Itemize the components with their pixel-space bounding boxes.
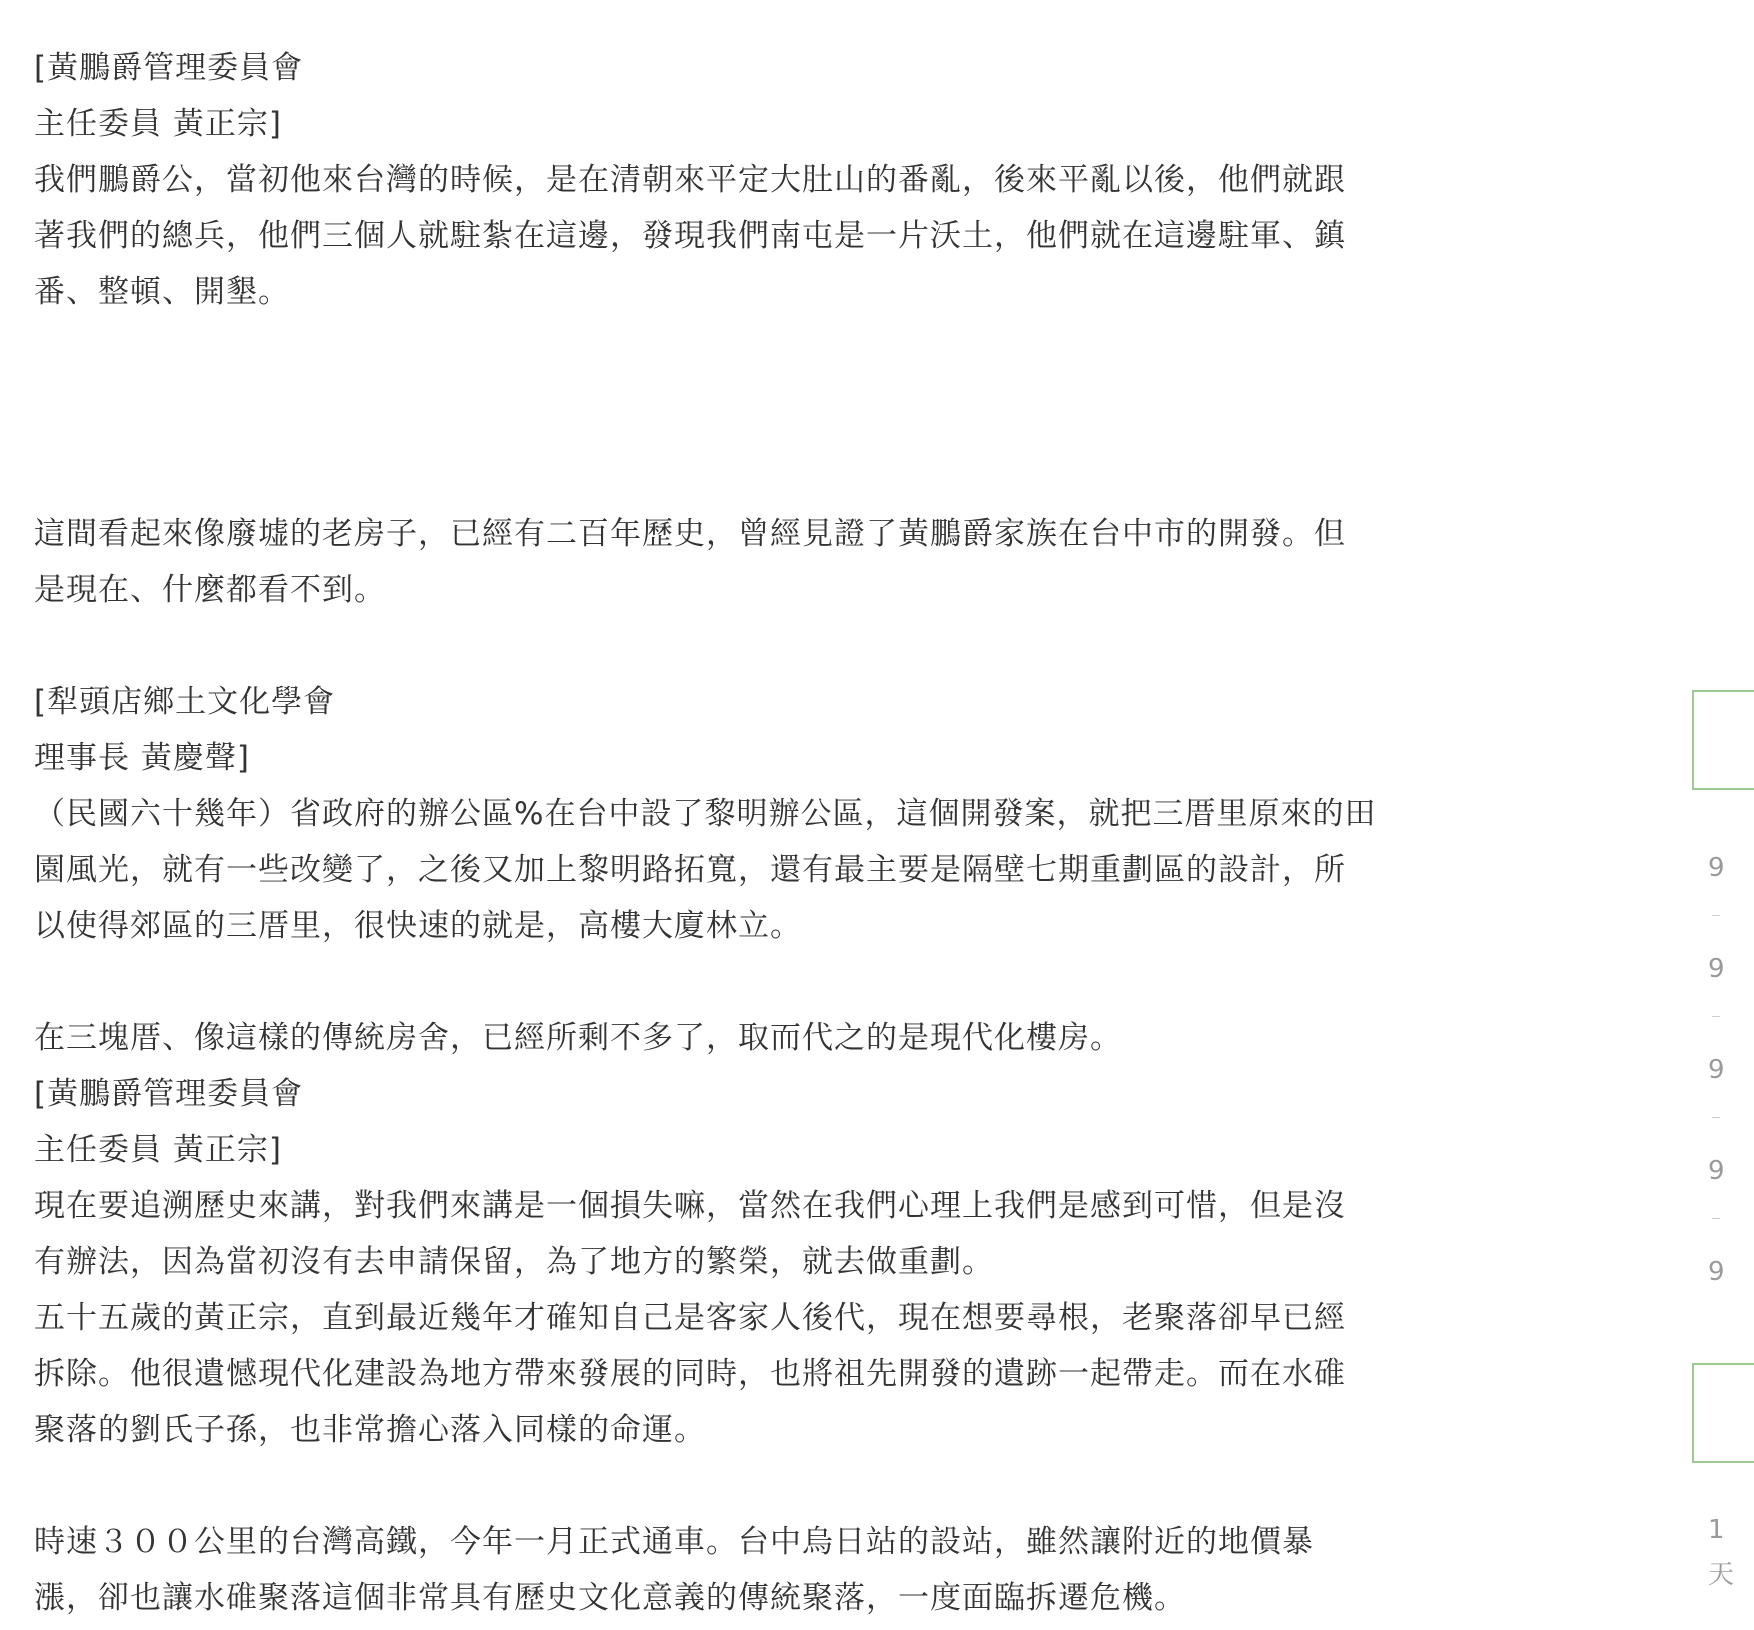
spacer (34, 618, 1594, 674)
speaker-title: 主任委員 黃正宗] (34, 106, 282, 142)
text-line: 有辦法，因為當初沒有去申請保留，為了地方的繁榮，就去做重劃。 (34, 1244, 994, 1280)
sidebar-list-item[interactable]: 9 (1708, 1257, 1725, 1287)
speaker-org: [犁頭店鄉土文化學會 (34, 684, 336, 720)
text-line: 是現在、什麼都看不到。 (34, 572, 386, 608)
divider (1712, 1016, 1720, 1017)
paragraph-pengjue-origin (34, 40, 1594, 320)
sidebar-list-item[interactable]: 天 (1708, 1560, 1735, 1590)
text-line: 我們鵬爵公，當初他來台灣的時候，是在清朝來平定大肚山的番亂，後來平亂以後，他們就跟 (34, 162, 1346, 198)
speaker-org: [黃鵬爵管理委員會 (34, 1076, 304, 1112)
text-line: 番、整頓、開墾。 (34, 274, 290, 310)
sidebar-box[interactable] (1692, 1363, 1754, 1463)
spacer (34, 1458, 1594, 1514)
text-line: 拆除。他很遺憾現代化建設為地方帶來發展的同時，也將祖先開發的遺跡一起帶走。而在水碓 (34, 1356, 1346, 1392)
text-line: （民國六十幾年）省政府的辦公區%在台中設了黎明辦公區，這個開發案，就把三厝里原來的田 (34, 796, 1377, 832)
paragraph-high-speed-rail (34, 1514, 1594, 1626)
spacer (34, 954, 1594, 1010)
sidebar-list-item[interactable]: 9 (1708, 1055, 1725, 1085)
text-line: 時速３００公里的台灣高鐵，今年一月正式通車。台中烏日站的設站，雖然讓附近的地價暴 (34, 1524, 1314, 1560)
divider (1712, 1218, 1720, 1219)
paragraph-traditional-houses (34, 1010, 1594, 1458)
text-line: 這間看起來像廢墟的老房子，已經有二百年歷史，曾經見證了黃鵬爵家族在台中市的開發。但 (34, 516, 1346, 552)
text-line: 在三塊厝、像這樣的傳統房舍，已經所剩不多了，取而代之的是現代化樓房。 (34, 1020, 1122, 1056)
text-line: 園風光，就有一些改變了，之後又加上黎明路拓寬，還有最主要是隔壁七期重劃區的設計，所 (34, 852, 1346, 888)
text-line: 漲，卻也讓水碓聚落這個非常具有歷史文化意義的傳統聚落，一度面臨拆遷危機。 (34, 1580, 1186, 1616)
sidebar-list-item[interactable]: 9 (1708, 954, 1725, 984)
speaker-title: 主任委員 黃正宗] (34, 1132, 282, 1168)
paragraph-old-house (34, 506, 1594, 618)
speaker-title: 理事長 黃慶聲] (34, 740, 250, 776)
speaker-org: [黃鵬爵管理委員會 (34, 50, 304, 86)
sidebar-list-item[interactable]: 9 (1708, 853, 1725, 883)
sidebar-list-item[interactable]: 9 (1708, 1156, 1725, 1186)
text-line: 現在要追溯歷史來講，對我們來講是一個損失嘛，當然在我們心理上我們是感到可惜，但是沒 (34, 1188, 1346, 1224)
divider (1712, 1117, 1720, 1118)
text-line: 五十五歲的黃正宗，直到最近幾年才確知自己是客家人後代，現在想要尋根，老聚落卻早已經 (34, 1300, 1346, 1336)
text-line: 聚落的劉氏子孫，也非常擔心落入同樣的命運。 (34, 1412, 706, 1448)
paragraph-culture-society (34, 674, 1594, 954)
article-body (34, 40, 1594, 1626)
sidebar-list-item[interactable]: 1 (1708, 1515, 1725, 1545)
divider (1712, 915, 1720, 916)
text-line: 以使得郊區的三厝里，很快速的就是，高樓大廈林立。 (34, 908, 802, 944)
spacer (34, 320, 1594, 506)
sidebar-box[interactable] (1692, 690, 1754, 790)
text-line: 著我們的總兵，他們三個人就駐紮在這邊，發現我們南屯是一片沃土，他們就在這邊駐軍、鎮 (34, 218, 1346, 254)
